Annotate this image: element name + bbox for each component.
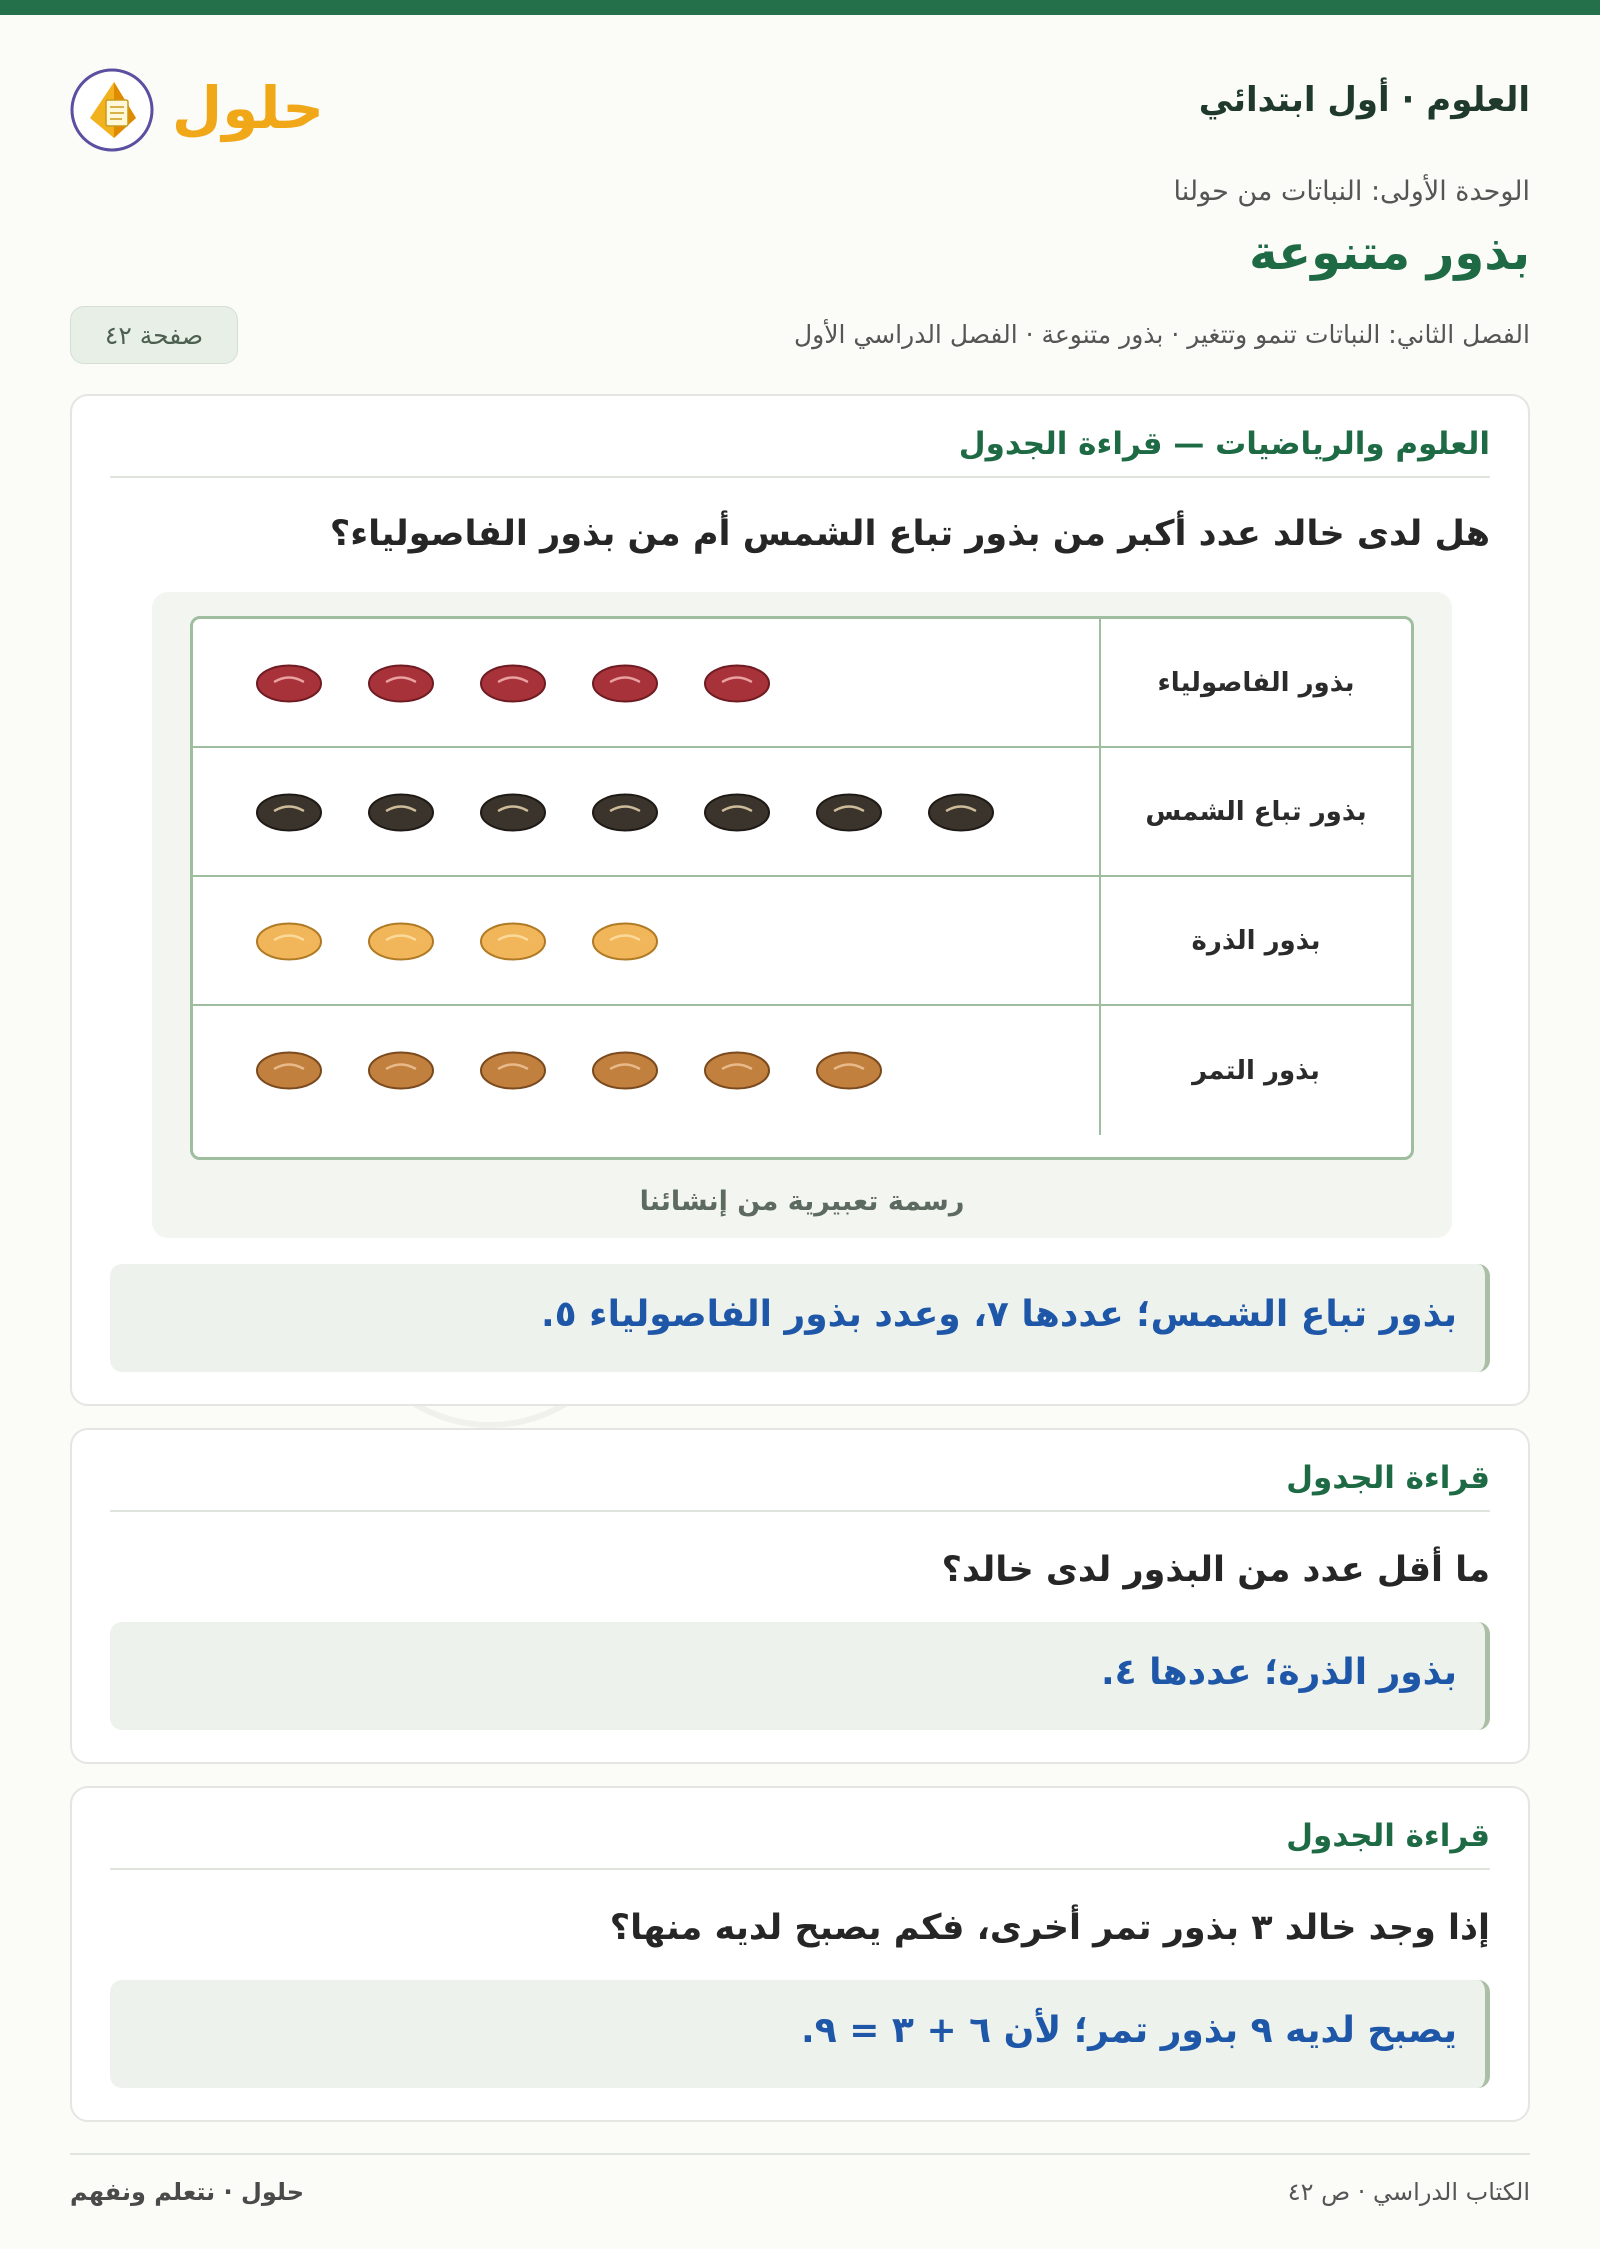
seed-table xyxy=(190,616,1414,1160)
seed-icons-cell xyxy=(193,877,1101,1004)
answer-box xyxy=(110,1264,1490,1372)
unit-title: الوحدة الأولى: النباتات من حولنا xyxy=(1173,176,1530,207)
seed-icon xyxy=(593,666,657,702)
card-heading: العلوم والرياضيات — قراءة الجدول xyxy=(958,426,1490,462)
seed-icon xyxy=(705,666,769,702)
seed-icon xyxy=(369,666,433,702)
seed-icons-cell xyxy=(193,748,1101,875)
seed-icon xyxy=(705,795,769,831)
answer-box xyxy=(110,1980,1490,2088)
exercise-card-1 xyxy=(70,394,1530,1406)
question-text: إذا وجد خالد ٣ بذور تمر أخرى، فكم يصبح لديه منها؟ xyxy=(609,1908,1490,1948)
lesson-title: بذور متنوعة xyxy=(1249,225,1530,281)
card-heading: قراءة الجدول xyxy=(1286,1460,1490,1496)
seed-icon xyxy=(257,1053,321,1089)
footer-brand: حلول · نتعلم ونفهم xyxy=(70,2178,304,2206)
seed-icon xyxy=(481,924,545,960)
subject-title: العلوم · أول ابتدائي xyxy=(1198,80,1530,120)
page-number-badge: صفحة ٤٢ xyxy=(70,306,238,364)
seed-table-row xyxy=(193,1006,1411,1135)
seed-icon xyxy=(369,1053,433,1089)
seed-icon xyxy=(593,1053,657,1089)
seed-icons-cell xyxy=(193,619,1101,746)
seed-icon xyxy=(369,924,433,960)
seed-icon xyxy=(817,1053,881,1089)
seed-type-label: بذور التمر xyxy=(1099,1006,1411,1135)
seed-icon xyxy=(593,795,657,831)
seed-icon xyxy=(257,795,321,831)
seed-icons xyxy=(193,619,1101,748)
seed-icon xyxy=(257,924,321,960)
seed-type-label: بذور الذرة xyxy=(1099,877,1411,1004)
logo-text: حلول xyxy=(171,74,325,142)
seed-icon xyxy=(705,1053,769,1089)
footer-book-reference: الكتاب الدراسي · ص ٤٢ xyxy=(1287,2178,1530,2206)
seed-icon xyxy=(929,795,993,831)
seed-icons-cell xyxy=(193,1006,1101,1135)
seed-type-label: بذور الفاصولياء xyxy=(1099,619,1411,746)
seed-type-label: بذور تباع الشمس xyxy=(1099,748,1411,875)
answer-text: بذور الذرة؛ عددها ٤. xyxy=(1100,1652,1457,1693)
seed-icons xyxy=(193,1006,1101,1135)
answer-text: بذور تباع الشمس؛ عددها ٧، وعدد بذور الفاصولياء ٥. xyxy=(540,1294,1457,1335)
exercise-card-3 xyxy=(70,1786,1530,2122)
footer-divider xyxy=(70,2153,1530,2155)
seed-icon xyxy=(481,1053,545,1089)
seed-icon xyxy=(369,795,433,831)
seed-icon xyxy=(481,795,545,831)
card-heading-bar xyxy=(110,1460,1490,1512)
seed-icons xyxy=(193,877,1101,1006)
hlool-logo[interactable] xyxy=(70,60,330,160)
seed-table-row xyxy=(193,619,1411,748)
seed-icon xyxy=(257,666,321,702)
card-heading: قراءة الجدول xyxy=(1286,1818,1490,1854)
seed-table-figure xyxy=(152,592,1452,1238)
page-header xyxy=(70,60,1530,160)
seed-icons xyxy=(193,748,1101,877)
seed-icon xyxy=(593,924,657,960)
seed-table-row xyxy=(193,748,1411,877)
answer-box xyxy=(110,1622,1490,1730)
card-heading-bar xyxy=(110,426,1490,478)
seed-icon xyxy=(481,666,545,702)
answer-text: يصبح لديه ٩ بذور تمر؛ لأن ٦ + ٣ = ٩. xyxy=(801,2010,1457,2051)
question-text: ما أقل عدد من البذور لدى خالد؟ xyxy=(941,1550,1490,1590)
seed-table-row xyxy=(193,877,1411,1006)
breadcrumb: الفصل الثاني: النباتات تنمو وتتغير · بذور متنوعة · الفصل الدراسي الأول xyxy=(794,320,1530,349)
exercise-card-2 xyxy=(70,1428,1530,1764)
top-accent-bar xyxy=(0,0,1600,15)
question-text: هل لدى خالد عدد أكبر من بذور تباع الشمس أم من بذور الفاصولياء؟ xyxy=(329,514,1490,554)
card-heading-bar xyxy=(110,1818,1490,1870)
seed-icon xyxy=(817,795,881,831)
figure-caption: رسمة تعبيرية من إنشائنا xyxy=(639,1186,965,1217)
